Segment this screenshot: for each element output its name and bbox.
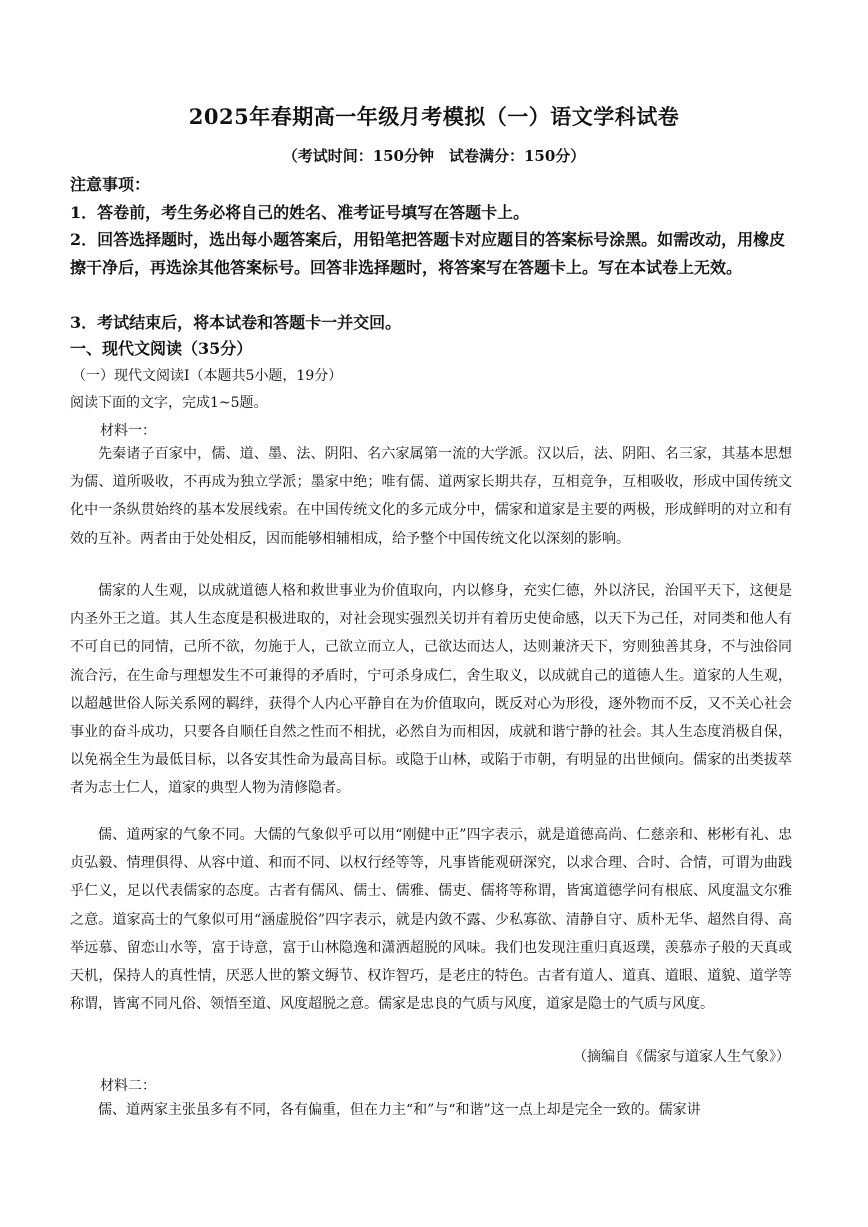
notice-item-3: 3．考试结束后，将本试卷和答题卡一并交回。 xyxy=(70,313,402,332)
material-2-label: 材料二： xyxy=(100,1078,156,1094)
material-2-paragraph: 儒、道两家主张虽多有不同，各有偏重，但在力主“和”与“和谐”这一点上却是完全一致的。儒家讲 xyxy=(98,1102,701,1118)
notice-item-1: 1．答卷前，考生务必将自己的姓名、准考证号填写在答题卡上。 xyxy=(70,203,530,222)
material-1-source: （摘编自《儒家与道家人生气象》） xyxy=(573,1049,790,1065)
section-subheading: （一）现代文阅读Ⅰ（本题共5小题，19分） xyxy=(72,368,343,384)
section-heading: 一、现代文阅读（35分） xyxy=(70,339,253,358)
material-1-paragraph: 儒家的人生观，以成就道德人格和救世事业为价值取向，内以修身，充实仁德，外以济民，治国平天下，这便是内圣外王之道。其人生态度是积极进取的，对社会现实强烈关切并有着历史使命感，以天下为己任，对同类和他人有不可自已的同情，己所不欲，勿施于人，己欲立而立人，己欲达而达人，达则兼济天下，穷则独善其身，不与浊俗同流合污，在生命与理想发生不可兼得的矛盾时，宁可杀身成仁，舍生取义，以成就自己的道德人生。道家的人生观，以超越世俗人际关系网的羁绊，获得个人内心平静自在为价值取向，既反对心为形役，逐外物而不反，又不关心社会事业的奋斗成功，只要各自顺任自然之性而不相扰，必然自为而相因，成就和谐宁静的社会。其人生态度消极自保，以免祸全生为最低目标，以各安其性命为最高目标。或隐于山林，或陷于市朝，有明显的出世倾向。儒家的出类拔萃者为志士仁人，道家的典型人物为清修隐者。 xyxy=(70,583,792,797)
notice-item-2: 2．回答选择题时，选出每小题答案后，用铅笔把答题卡对应题目的答案标号涂黑。如需改动，用橡皮擦干净后，再选涂其他答案标号。回答非选择题时，将答案写在答题卡上。写在本试卷上无效。 xyxy=(70,230,786,277)
material-1-paragraph: 儒、道两家的气象不同。大儒的气象似乎可以用“刚健中正”四字表示，就是道德高尚、仁慈亲和、彬彬有礼、忠贞弘毅、情理俱得、从容中道、和而不同、以权行经等等，凡事皆能观研深究，以求合理、合时、合情，可谓为曲践乎仁义，足以代表儒家的态度。古者有儒风、儒士、儒雅、儒吏、儒将等称谓，皆寓道德学问有根底、风度温文尔雅之意。道家高士的气象似可用“涵虚脱俗”四字表示，就是内敛不露、少私寡欲、清静自守、质朴无华、超然自得、高举远慕、留恋山水等，富于诗意，富于山林隐逸和潇洒超脱的风味。我们也发现注重归真返璞，羡慕赤子般的天真或天机，保持人的真性情，厌恶人世的繁文缛节、权诈智巧，是老庄的特色。古者有道人、道真、道眼、道貌、道学等称谓，皆寓不同凡俗、领悟至道、风度超脱之意。儒家是忠良的气质与风度，道家是隐士的气质与风度。 xyxy=(70,827,792,1013)
exam-subtitle: （考试时间：150分钟 试卷满分：150分） xyxy=(282,147,586,165)
notice-heading: 注意事项： xyxy=(70,175,151,194)
exam-title: 2025年春期高一年级月考模拟（一）语文学科试卷 xyxy=(188,104,680,129)
material-1-label: 材料一： xyxy=(100,423,156,439)
reading-instruction: 阅读下面的文字，完成1~5题。 xyxy=(70,395,268,411)
material-1-paragraph: 先秦诸子百家中，儒、道、墨、法、阴阳、名六家属第一流的大学派。汉以后，法、阴阳、名三家，其基本思想为儒、道所吸收，不再成为独立学派；墨家中绝；唯有儒、道两家长期共存，互相竞争，互相吸收，形成中国传统文化中一条纵贯始终的基本发展线索。在中国传统文化的多元成分中，儒家和道家是主要的两极，形成鲜明的对立和有效的互补。两者由于处处相反，因而能够相辅相成，给予整个中国传统文化以深刻的影响。 xyxy=(70,446,792,547)
